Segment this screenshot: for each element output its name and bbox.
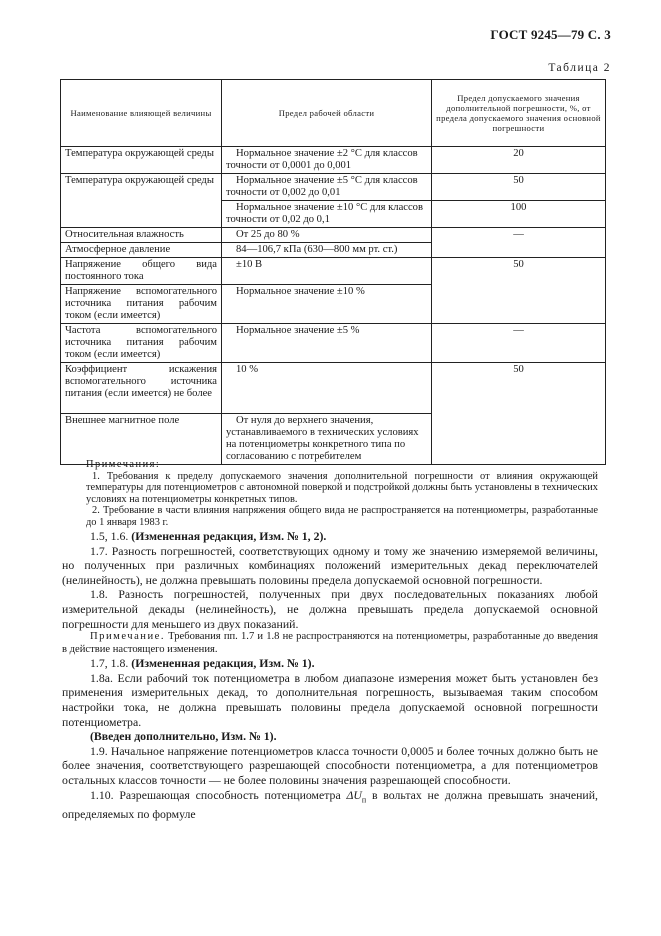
table-row [61,363,606,414]
notes-title: Примечания: [86,459,161,470]
para-1-8a: 1.8а. Если рабочий ток потенциометра в любом диапазоне измерения может быть установлен без применения измерительных декад, то дополнительная погрешность, вызываемая таким способом настройки тока, не должна превышать половины предела допускаемой основной погрешности потенциометра. [62,670,598,729]
para-number: 1.7, 1.8. [90,656,129,671]
para-1-8: 1.8. Разность погрешностей, полученных при двух последовательных показаниях любой измерительной декады (нелинейность), не должна превышать предела допускаемой основной погрешности для меньшего из двух показаний. [62,587,598,631]
row-limit: 20 [432,147,606,174]
influence-table [60,79,606,465]
row-limit: 50 [432,174,606,201]
row-limit: 100 [432,201,606,228]
para-1-9: 1.9. Начальное напряжение потенциометров класса точности 0,0005 и более точных должно быть не более значения, соответствующего разрешающей способности потенциометра, а для потенциометров остальных классов точности — не более половины значения разрешающей способности. [62,743,598,787]
row-name: Внешнее магнитное поле [61,414,222,465]
row-name: Атмосферное давление [61,243,222,258]
notes-block [86,459,598,528]
note-label: Примечание. [90,631,165,643]
page-header: ГОСТ 9245—79 С. 3 [490,27,611,42]
change-note: (Измененная редакция, Изм. № 1). [131,656,315,671]
table-row [61,174,606,201]
row-range: От нуля до верхнего значения, устанавливаемого в технических условиях на потенциометры конкретного типа по согласованию с потребителем [222,414,432,465]
row-range: ±10 В [222,258,432,285]
para-1-5 [62,529,598,544]
para-added [62,729,598,744]
table-header-row [61,80,606,147]
table-row [61,228,606,243]
para-1-10 [62,788,598,823]
row-range: 84—106,7 кПа (630—800 мм рт. ст.) [222,243,432,258]
row-limit: — [432,324,606,363]
row-name: Температура окружающей среды [61,174,222,228]
para-number: 1.5, 1.6. [90,529,129,543]
row-range: Нормальное значение ±2 °С для классов точности от 0,0001 до 0,001 [222,147,432,174]
note-text: Требования пп. 1.7 и 1.8 не распространяются на потенциометры, разработанные до введения в действие настоящего изменения. [62,631,599,655]
header-limit: Предел допускаемого значения дополнительной погрешности, %, от предела допускаемого значения основной погрешности [432,80,606,147]
para-note [62,631,598,656]
row-range: 10 % [222,363,432,414]
para-1-7-1-8 [62,656,598,671]
symbol-subscript: п [361,794,367,804]
body-text [62,529,598,822]
row-range: Нормальное значение ±10 % [222,285,432,324]
row-limit: 50 [432,258,606,324]
row-limit: — [432,228,606,258]
row-range: Нормальное значение ±5 % [222,324,432,363]
change-note: (Измененная редакция, Изм. № 1, 2). [131,529,327,543]
symbol-delta-u: ΔU [346,787,362,802]
row-range: От 25 до 80 % [222,228,432,243]
note-2: 2. Требование в части влияния напряжения общего вида не распространяется на потенциометры, разработанные до 1 января 1983 г. [86,505,598,528]
row-limit: 50 [432,363,606,465]
note-1: 1. Требования к пределу допускаемого значения дополнительной погрешности от влияния окружающей температуры для потенциометров с автономной поверкой и подстройкой должны быть установлены в технических условиях на потенциометры конкретных типов. [86,470,598,505]
table-caption: Таблица 2 [548,62,611,74]
header-quantity: Наименование влияющей величины [61,80,222,147]
header-range: Предел рабочей области [222,80,432,147]
row-name: Коэффициент искажения вспомогательного источника питания (если имеется) не более [61,363,222,414]
row-name: Температура окружающей среды [61,147,222,174]
row-name: Относительная влажность [61,228,222,243]
para-text: 1.10. Разрешающая способность потенциометра [90,787,341,802]
row-range: Нормальное значение ±5 °С для классов точности от 0,002 до 0,01 [222,174,432,201]
para-1-7: 1.7. Разность погрешностей, соответствующих одному и тому же значению измеряемой величины, но полученных при различных комбинациях положений измерительных декад переключателей (нелинейность), не должна превышать половины предела допускаемой основной погрешности. [62,543,598,587]
table-row [61,324,606,363]
row-name: Частота вспомогательного источника питания рабочим током (если имеется) [61,324,222,363]
change-note: (Введен дополнительно, Изм. № 1). [90,729,277,744]
row-range: Нормальное значение ±10 °С для классов точности от 0,02 до 0,1 [222,201,432,228]
para-text: в вольтах не должна превышать значений, определяемых по формуле [62,787,598,822]
table-row [61,258,606,285]
table-row [61,147,606,174]
row-name: Напряжение вспомогательного источника питания рабочим током (если имеется) [61,285,222,324]
row-name: Напряжение общего вида постоянного тока [61,258,222,285]
